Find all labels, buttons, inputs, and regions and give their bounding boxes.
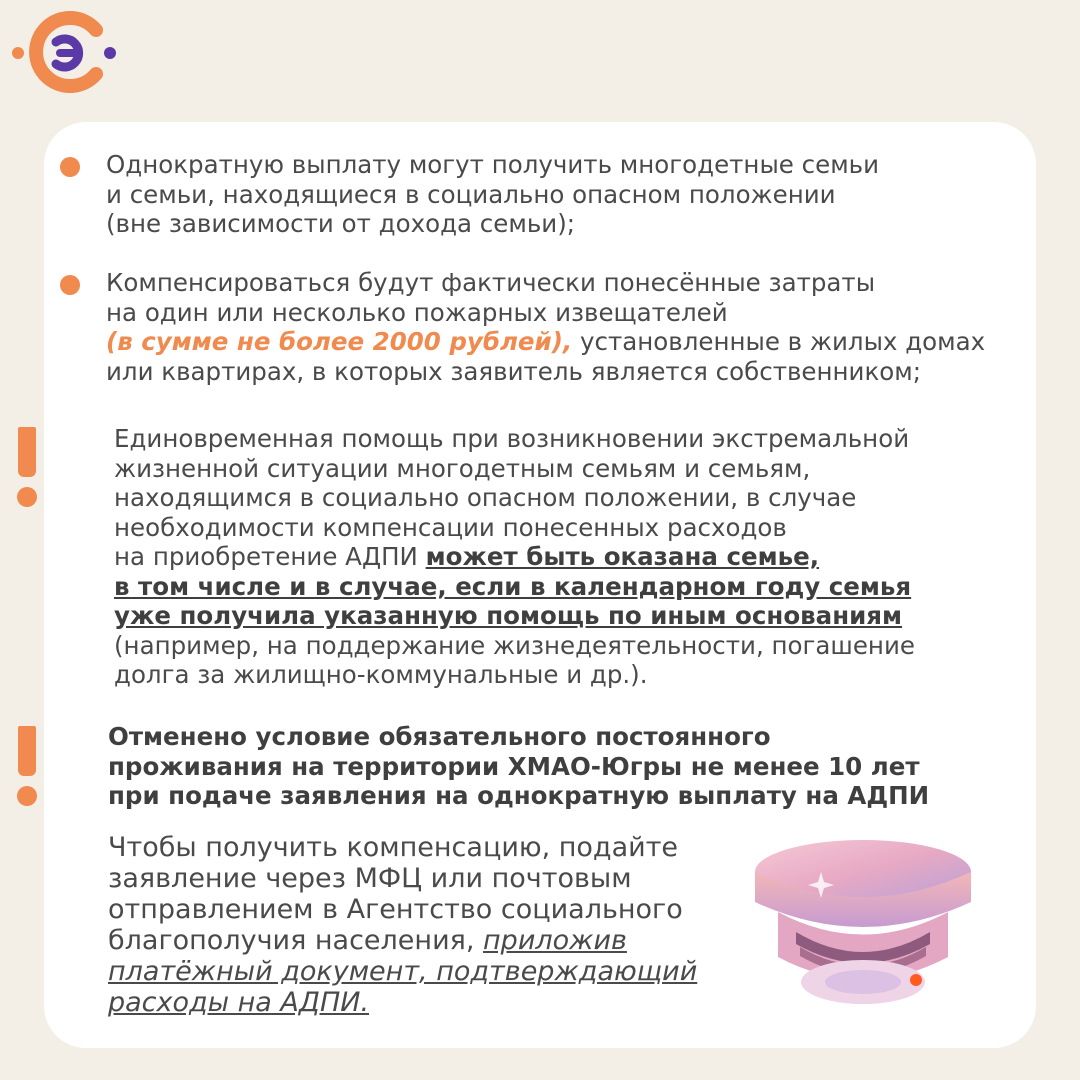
emphasis-text: расходы на АДПИ.	[108, 987, 370, 1018]
text-line: долга за жилищно-коммунальные и др.).	[114, 660, 648, 689]
text-line: проживания на территории ХМАО-Югры не менее 10 лет	[108, 751, 920, 781]
text-line: (вне зависимости от дохода семьи);	[106, 209, 576, 238]
text-line: заявление через МФЦ или почтовым	[108, 863, 632, 894]
notice-two-text	[108, 722, 929, 811]
notice-one-text	[114, 424, 915, 690]
emphasis-text: приложив	[483, 925, 627, 956]
text-line: Чтобы получить компенсацию, подайте	[108, 832, 679, 863]
emphasis-text: уже получила указанную помощь по иным основаниям	[114, 601, 903, 630]
text-line: Компенсироваться будут фактически понесённые затраты	[106, 268, 876, 297]
amount-limit: (в сумме не более 2000 рублей),	[106, 327, 573, 356]
text-line: установленные в жилых домах	[572, 327, 986, 356]
bullet-text	[106, 268, 985, 386]
bullet-text	[106, 150, 879, 239]
org-logo-icon	[8, 8, 118, 98]
text-line: Отменено условие обязательного постоянного	[108, 722, 771, 751]
text-line: находящимся в социально опасном положении, в случае	[114, 483, 857, 512]
application-instructions	[108, 832, 697, 1018]
text-line: жизненной ситуации многодетным семьям и семьям,	[114, 453, 811, 483]
emphasis-text: платёжный документ, подтверждающий	[108, 956, 698, 987]
emphasis-text: в том числе и в случае, если в календарном году семья	[114, 571, 912, 601]
text-line: Единовременная помощь при возникновении экстремальной	[114, 424, 910, 453]
bullet-dot-icon	[60, 275, 80, 295]
text-line: и семьи, находящиеся в социально опасном положении	[106, 179, 836, 209]
text-line: благополучия населения,	[108, 925, 484, 956]
text-line: отправлением в Агентство социального	[108, 894, 683, 925]
text-line: на приобретение АДПИ	[114, 542, 426, 571]
text-line: на один или несколько пожарных извещателей	[106, 297, 728, 327]
text-line: Однократную выплату могут получить многодетные семьи	[106, 150, 880, 179]
emphasis-text: может быть оказана семье,	[425, 542, 820, 571]
text-line: необходимости компенсации понесенных расходов	[114, 512, 787, 542]
text-line: (например, на поддержание жизнедеятельности, погашение	[114, 630, 915, 660]
text-line: при подаче заявления на однократную выплату на АДПИ	[108, 781, 930, 810]
text-line: или квартирах, в которых заявитель является собственником;	[106, 356, 921, 386]
bullet-dot-icon	[60, 157, 80, 177]
smoke-detector-icon	[748, 832, 978, 1022]
